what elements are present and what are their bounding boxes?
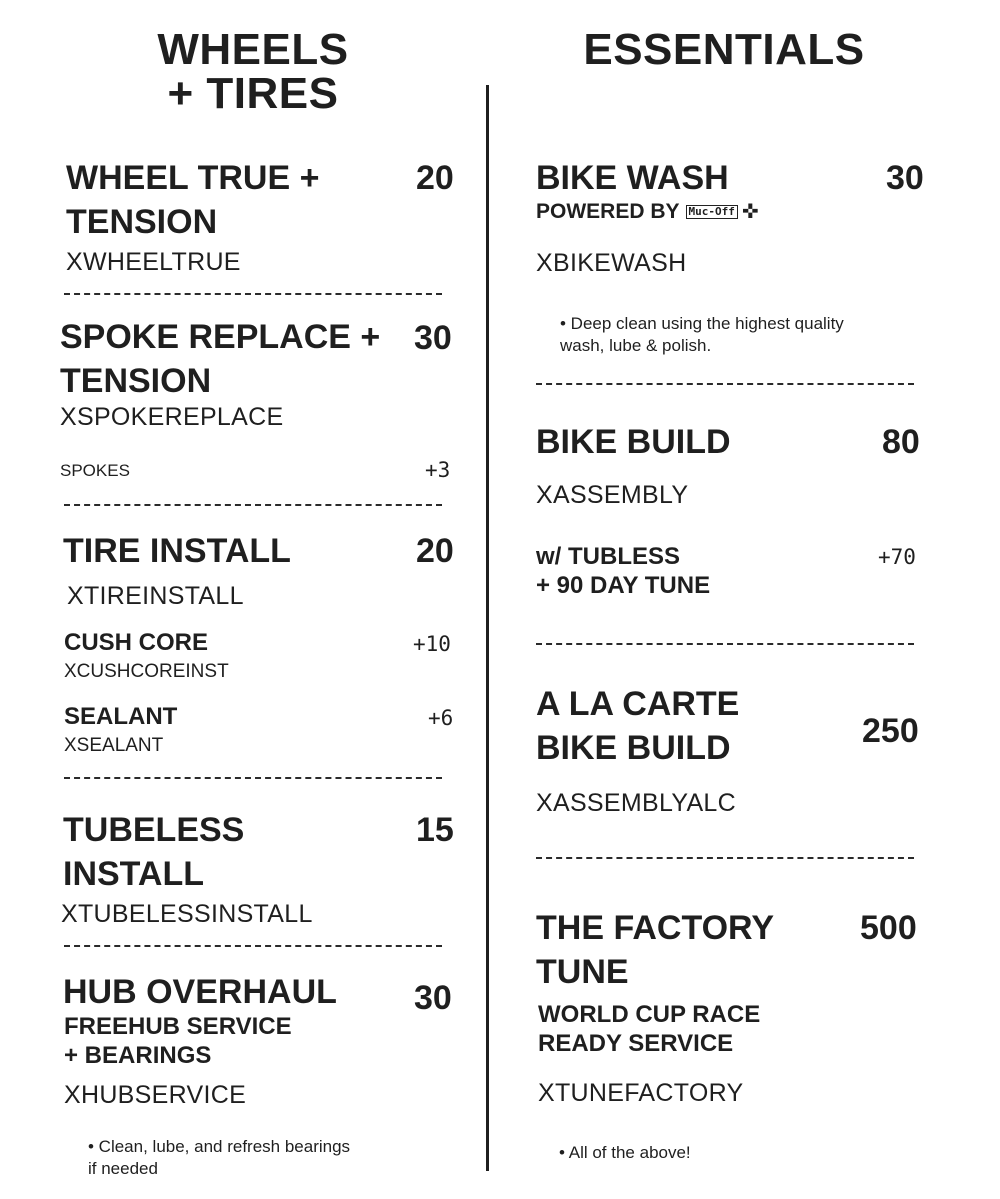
addon-line-1: w/ TUBLESS (536, 543, 681, 570)
cross-icon: ✜ (741, 201, 759, 223)
divider (64, 777, 442, 779)
column-divider (486, 85, 489, 1171)
subtitle-line-2: + BEARINGS (64, 1042, 212, 1069)
title-line-2: INSTALL (63, 855, 205, 893)
heading-line-2: + TIRES (167, 69, 339, 118)
cush-core-price: +10 (413, 632, 451, 656)
title-line-1: A LA CARTE (536, 685, 740, 723)
sealant-sku: XSEALANT (64, 735, 164, 756)
bike-build-title: BIKE BUILD (536, 423, 731, 461)
title-line-2: BIKE BUILD (536, 729, 731, 767)
tubeless-install-sku: XTUBELESSINSTALL (61, 900, 313, 928)
bike-build-addon (536, 542, 710, 600)
bike-wash-sku: XBIKEWASH (536, 249, 687, 277)
hub-overhaul-sku: XHUBSERVICE (64, 1081, 247, 1109)
note-line-2: wash, lube & polish. (560, 336, 712, 355)
muc-off-logo: Muc-Off (686, 205, 738, 219)
bike-wash-price: 30 (886, 159, 924, 197)
hub-overhaul-note (88, 1136, 350, 1180)
heading-essentials: ESSENTIALS (583, 25, 865, 74)
heading-wheels-tires (140, 25, 366, 118)
note-line-1: • Deep clean using the highest quality (560, 314, 844, 333)
bike-build-sku: XASSEMBLY (536, 481, 689, 509)
hub-overhaul-price: 30 (414, 979, 452, 1017)
title-line-2: TUNE (536, 953, 629, 991)
heading-line-1: WHEELS (157, 25, 349, 74)
hub-overhaul-title: HUB OVERHAUL (63, 973, 337, 1011)
title-line-2: TENSION (66, 203, 218, 241)
tubeless-install-title (63, 808, 244, 896)
powered-by (536, 197, 759, 226)
divider (536, 643, 914, 645)
subtitle-line-1: WORLD CUP RACE (538, 1001, 761, 1028)
tire-install-title: TIRE INSTALL (63, 532, 291, 570)
divider (64, 945, 442, 947)
spokes-addon-price: +3 (425, 458, 451, 482)
sealant-price: +6 (428, 706, 454, 730)
divider (64, 504, 442, 506)
note-line-2: if needed (88, 1159, 158, 1178)
spoke-replace-price: 30 (414, 319, 452, 357)
divider (64, 293, 442, 295)
bike-build-addon-price: +70 (878, 545, 916, 569)
powered-by-label: POWERED BY (536, 200, 680, 223)
cush-core-label: CUSH CORE (64, 629, 209, 656)
subtitle-line-1: FREEHUB SERVICE (64, 1013, 292, 1040)
addon-line-2: + 90 DAY TUNE (536, 572, 711, 599)
bike-wash-note (560, 313, 844, 357)
bike-wash-title: BIKE WASH (536, 159, 729, 197)
factory-tune-title (536, 906, 774, 994)
spoke-replace-sku: XSPOKEREPLACE (60, 403, 284, 431)
factory-tune-note: • All of the above! (559, 1143, 691, 1162)
bike-build-price: 80 (882, 423, 920, 461)
factory-tune-sku: XTUNEFACTORY (538, 1079, 744, 1107)
wheel-true-price: 20 (416, 159, 454, 197)
cush-core-sku: XCUSHCOREINST (64, 661, 229, 682)
divider (536, 857, 914, 859)
spokes-addon-label: SPOKES (60, 461, 130, 480)
sealant-label: SEALANT (64, 703, 178, 730)
title-line-1: WHEEL TRUE + (66, 159, 320, 197)
alc-build-title (536, 682, 739, 770)
alc-build-price: 250 (862, 712, 919, 750)
tubeless-install-price: 15 (416, 811, 454, 849)
title-line-1: TUBELESS (63, 811, 245, 849)
note-line-1: • Clean, lube, and refresh bearings (88, 1137, 351, 1156)
factory-tune-price: 500 (860, 909, 917, 947)
title-line-1: SPOKE REPLACE + (60, 318, 381, 356)
divider (536, 383, 914, 385)
wheel-true-sku: XWHEELTRUE (66, 248, 241, 276)
title-line-1: THE FACTORY (536, 909, 775, 947)
subtitle-line-2: READY SERVICE (538, 1030, 734, 1057)
title-line-2: TENSION (60, 362, 212, 400)
tire-install-price: 20 (416, 532, 454, 570)
tire-install-sku: XTIREINSTALL (67, 582, 244, 610)
wheel-true-title (66, 156, 319, 244)
hub-overhaul-subtitle (64, 1012, 292, 1070)
alc-build-sku: XASSEMBLYALC (536, 789, 736, 817)
spoke-replace-title (60, 315, 380, 403)
factory-tune-subtitle (538, 1000, 760, 1058)
